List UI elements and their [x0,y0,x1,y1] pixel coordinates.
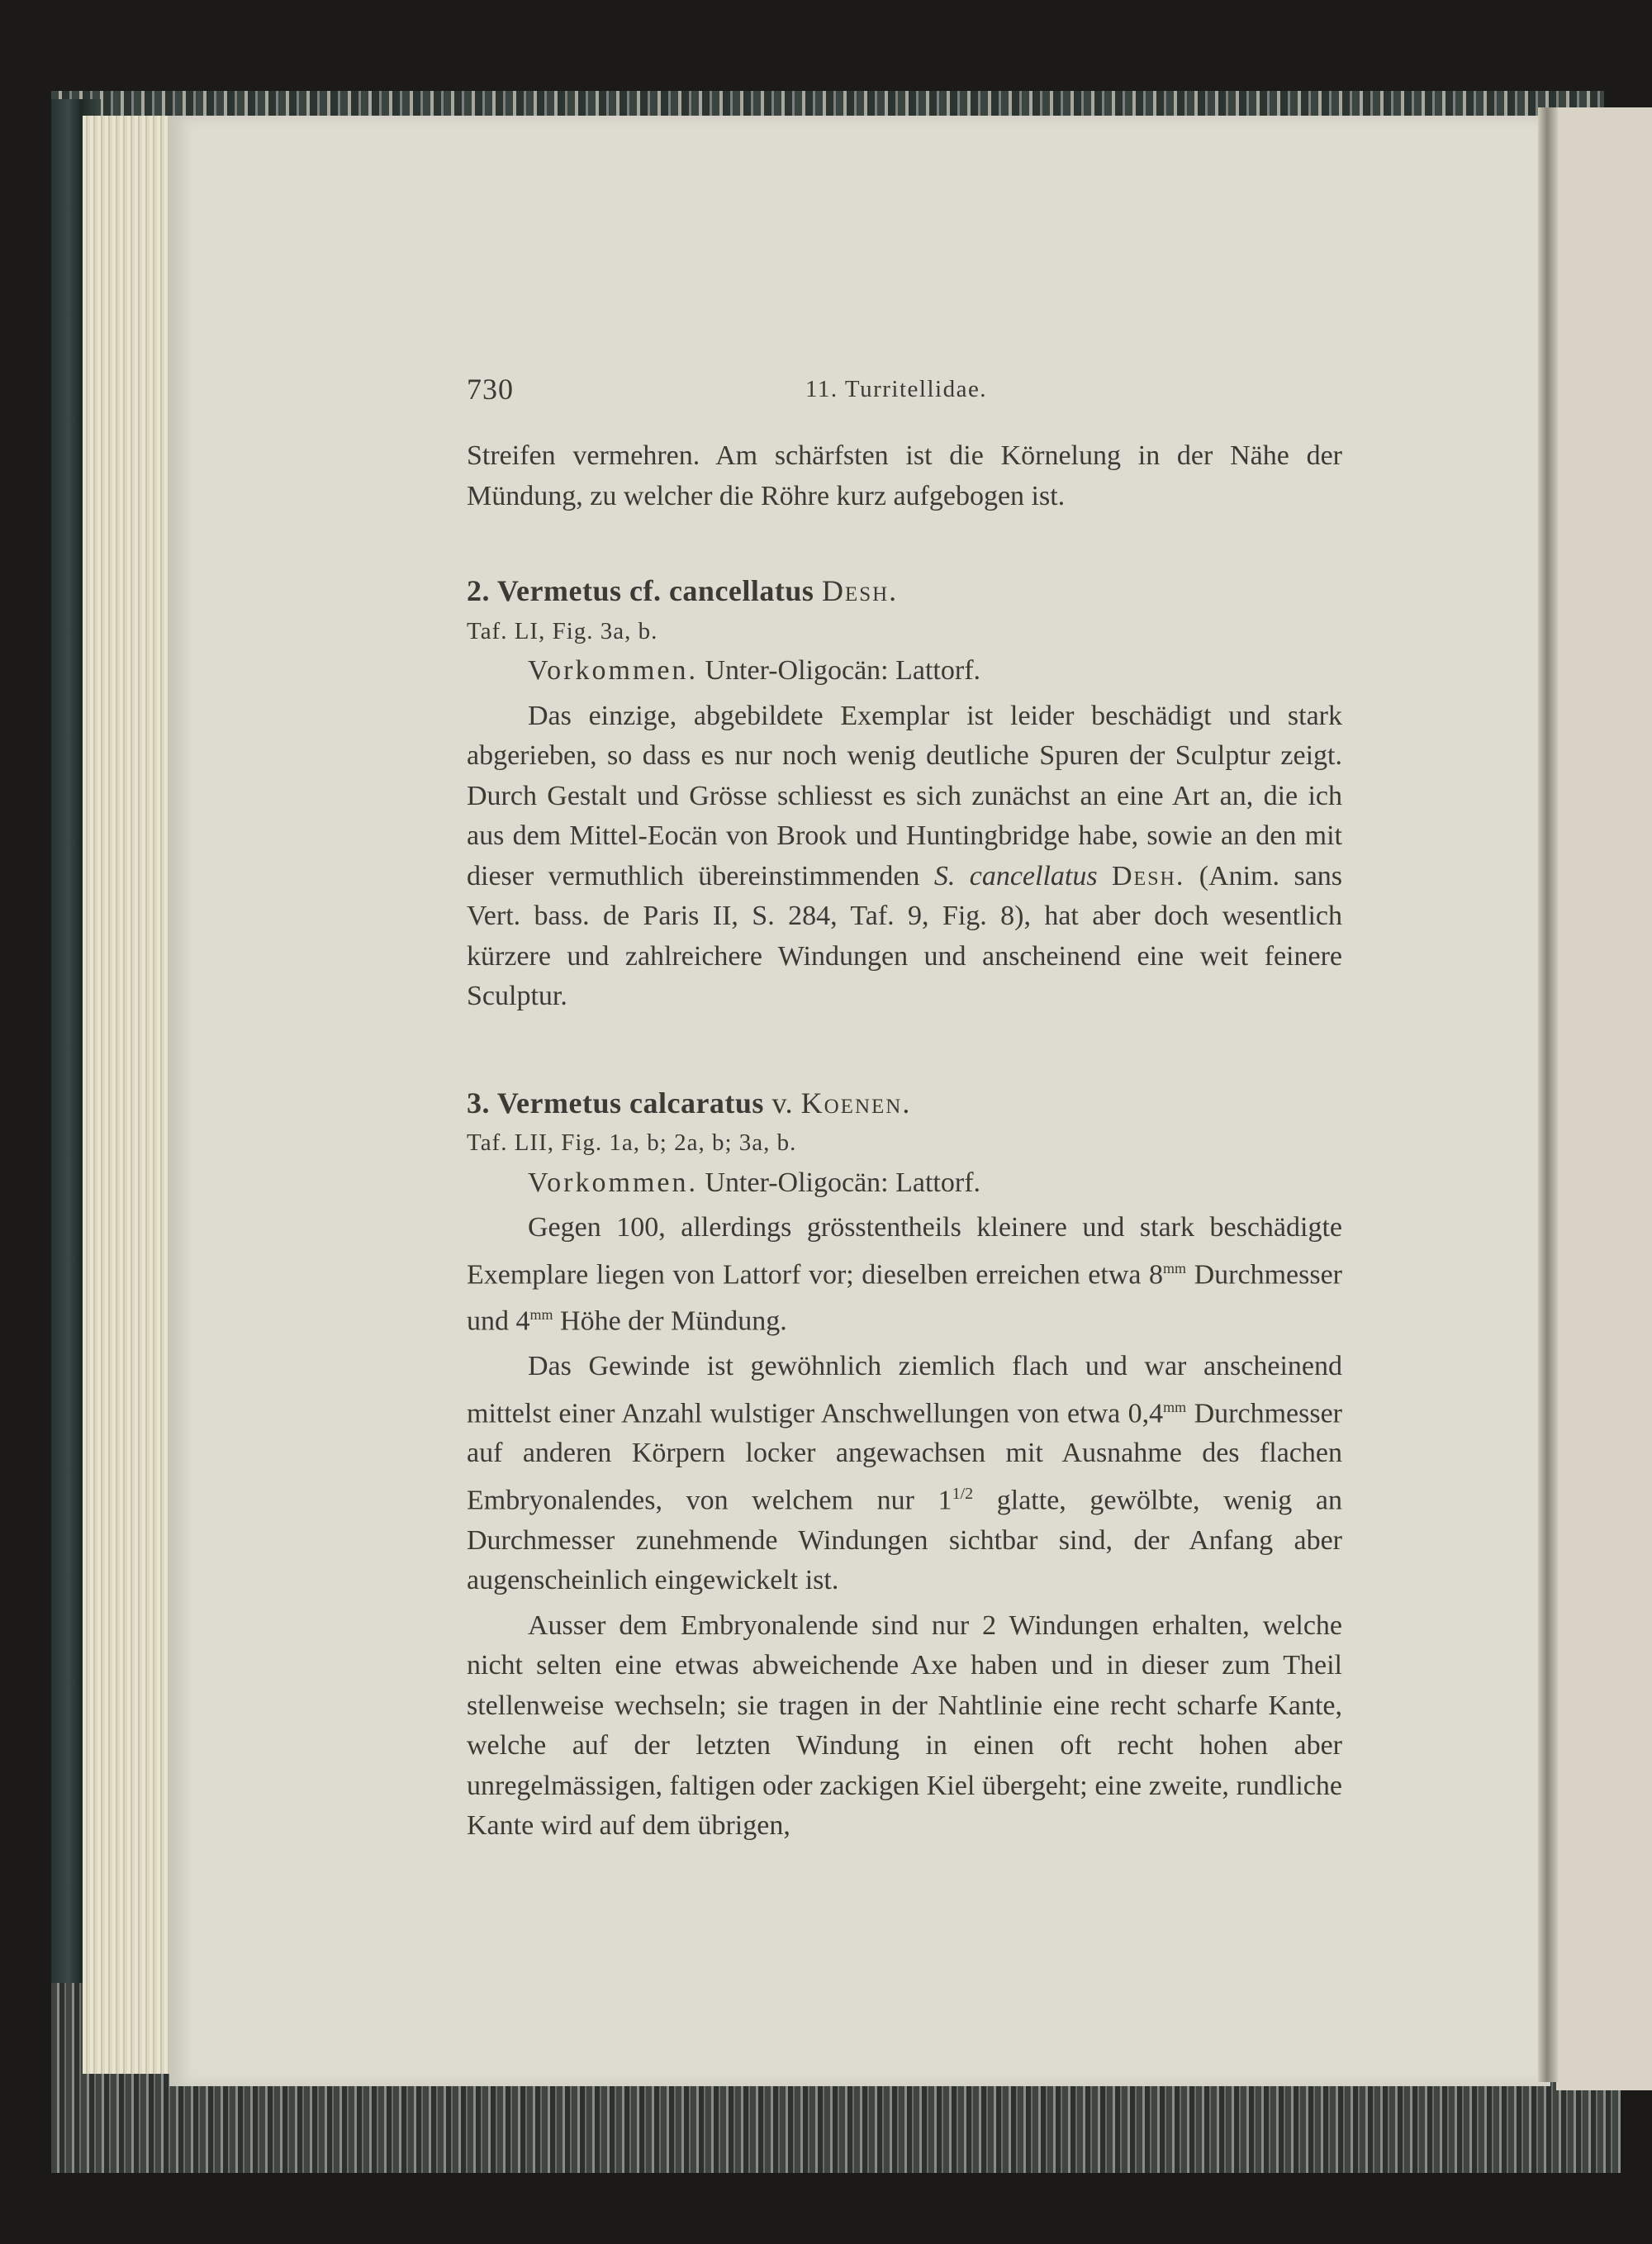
occurrence-line [467,651,1342,692]
species-title: 2. Vermetus cf. cancellatus [467,574,814,607]
species-author-prefix: v. [771,1086,794,1120]
description-paragraph: Das einzige, abgebildete Exemplar ist leider beschädigt und stark abgerieben, so dass es nur noch wenig deutliche Spuren der Sculptur zeigt. Durch Gestalt und Grösse schliesst es sich zunächst an eine Art an, die ich aus dem Mittel-Eocän von Brook und Huntingbridge habe, sowie an den mit dieser vermuthlich übereinstimmenden S. cancellatus Desh. (Anim. sans Vert. bass. de Paris II, S. 284, Taf. 9, Fig. 8), hat aber doch wesentlich kürzere und zahlreichere Windungen und anscheinend eine weit feinere Sculptur. [467,700,1343,1011]
plate-reference: Taf. LI, Fig. 3a, b. [467,617,658,644]
fraction: 1/2 [952,1484,974,1503]
unit-superscript: mm [529,1306,553,1324]
author-smallcaps: Desh. [1111,860,1185,891]
occurrence-line [467,1163,1342,1204]
description-paragraph: Ausser dem Embryonalende sind nur 2 Windungen erhalten, welche nicht selten eine etwas abweichende Axe haben und in dieser zum Theil stellenweise wechseln; sie tragen in der Nahtlinie eine recht scharfe Kante, welche auf der letzten Windung in einen oft recht hohen aber unregelmässigen, faltigen oder zackigen Kiel übergeht; eine zweite, rundliche Kante wird auf dem übrigen, [467,1609,1342,1842]
text-body [467,436,1342,1847]
species-author: Desh. [821,574,899,607]
species-title: 3. Vermetus calcaratus [467,1086,764,1120]
species-heading-2 [467,571,1342,611]
description-paragraph: Gegen 100, allerdings grösstentheils kleinere und stark beschädigte Exemplare liegen von Lattorf vor; dieselben erreichen etwa $8^{mm}$ Durchmesser und $4^{mm}$ Höhe der Mündung. [467,1212,1342,1337]
occurrence-text: Unter-Oligocän: Lattorf. [705,1167,981,1198]
occurrence-label: Vorkommen. [528,655,698,686]
page-number: 730 [467,373,514,406]
unit-superscript: mm [1163,1259,1187,1277]
species-name-italic: S. cancellatus [933,860,1098,891]
running-head: 11. Turritellidae. [805,376,988,402]
unit-superscript: mm [1163,1398,1187,1415]
page-header [467,372,1340,421]
description-paragraph: Das Gewinde ist gewöhnlich ziemlich flach und war anscheinend mittelst einer Anzahl wulstiger Anschwellungen von etwa $0,4^{mm}$ Durchmesser auf anderen Körpern locker angewachsen mit Ausnahme des flachen Embryonalendes, von welchem nur $1^{1/2}$ glatte, gewölbte, wenig an Durchmesser zunehmende Windungen sichtbar sind, der Anfang aber augenscheinlich eingewickelt ist. [467,1351,1342,1596]
occurrence-text: Unter-Oligocän: Lattorf. [705,655,981,686]
species-heading-3 [467,1083,1342,1124]
plate-reference: Taf. LII, Fig. 1a, b; 2a, b; 3a, b. [467,1129,797,1156]
facing-page-edge [1556,107,1652,2090]
species-author: Koenen. [800,1086,912,1120]
occurrence-label: Vorkommen. [528,1167,698,1198]
book-gutter [1538,107,1558,2082]
continuation-paragraph: Streifen vermehren. Am schärfsten ist die Körnelung in der Nähe der Mündung, zu welcher die Röhre kurz aufgebogen ist. [467,440,1342,511]
